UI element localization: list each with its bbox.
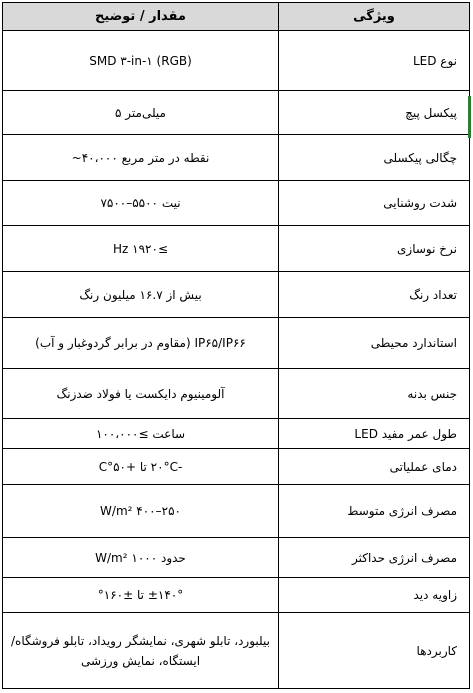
table-row: [3, 272, 470, 318]
table-row: [3, 538, 470, 578]
value-cell: میلی‌متر ۵: [3, 91, 279, 135]
value-cell: ≥۱۹۲۰ Hz: [3, 226, 279, 272]
feature-column-header: ویژگی: [279, 3, 470, 31]
table-row: [3, 578, 470, 613]
feature-cell: مصرف انرژی حداکثر: [279, 538, 470, 578]
value-column-header: مقدار / توضیح: [3, 3, 279, 31]
feature-cell: دمای عملیاتی: [279, 449, 470, 485]
value-cell: IP۶۵/IP۶۶ (مقاوم در برابر گردوغبار و آب): [3, 318, 279, 369]
table-row: [3, 419, 470, 449]
table-row: [3, 369, 470, 419]
table-row: [3, 613, 470, 689]
feature-cell: مصرف انرژی متوسط: [279, 485, 470, 538]
table-row: [3, 226, 470, 272]
header-row: [3, 3, 470, 31]
value-cell: ±۱۴۰° تا ±۱۶۰°: [3, 578, 279, 613]
feature-cell: پیکسل پیچ: [279, 91, 470, 135]
cell-selection-marker: [468, 96, 471, 138]
feature-cell: شدت روشنایی: [279, 181, 470, 226]
value-cell: بیلبورد، تابلو شهری، نمایشگر رویداد، تابلو فروشگاه/ایستگاه، نمایش ورزشی: [3, 613, 279, 689]
feature-cell: زاویه دید: [279, 578, 470, 613]
value-cell: SMD ۳-in-۱ (RGB): [3, 31, 279, 91]
value-cell: ساعت ≥۱۰۰،۰۰۰: [3, 419, 279, 449]
table-row: [3, 31, 470, 91]
value-cell: نیت ۵۵۰۰–۷۵۰۰: [3, 181, 279, 226]
feature-cell: جنس بدنه: [279, 369, 470, 419]
value-cell: -۲۰°C تا +۵۰°C: [3, 449, 279, 485]
value-cell: ۲۵۰–۴۰۰ W/m²: [3, 485, 279, 538]
table-row: [3, 135, 470, 181]
table-row: [3, 485, 470, 538]
feature-cell: تعداد رنگ: [279, 272, 470, 318]
feature-cell: طول عمر مفید LED: [279, 419, 470, 449]
feature-cell: استاندارد محیطی: [279, 318, 470, 369]
value-cell: نقطه در متر مربع ۴۰،۰۰۰~: [3, 135, 279, 181]
feature-cell: کاربردها: [279, 613, 470, 689]
value-cell: بیش از ۱۶.۷ میلیون رنگ: [3, 272, 279, 318]
feature-cell: نوع LED: [279, 31, 470, 91]
specs-table: [2, 2, 470, 689]
table-row: [3, 181, 470, 226]
feature-cell: چگالی پیکسلی: [279, 135, 470, 181]
value-cell: حدود ۱۰۰۰ W/m²: [3, 538, 279, 578]
table-row: [3, 449, 470, 485]
table-row: [3, 318, 470, 369]
value-cell: آلومینیوم دایکست یا فولاد ضدزنگ: [3, 369, 279, 419]
feature-cell: نرخ نوسازی: [279, 226, 470, 272]
table-row: [3, 91, 470, 135]
